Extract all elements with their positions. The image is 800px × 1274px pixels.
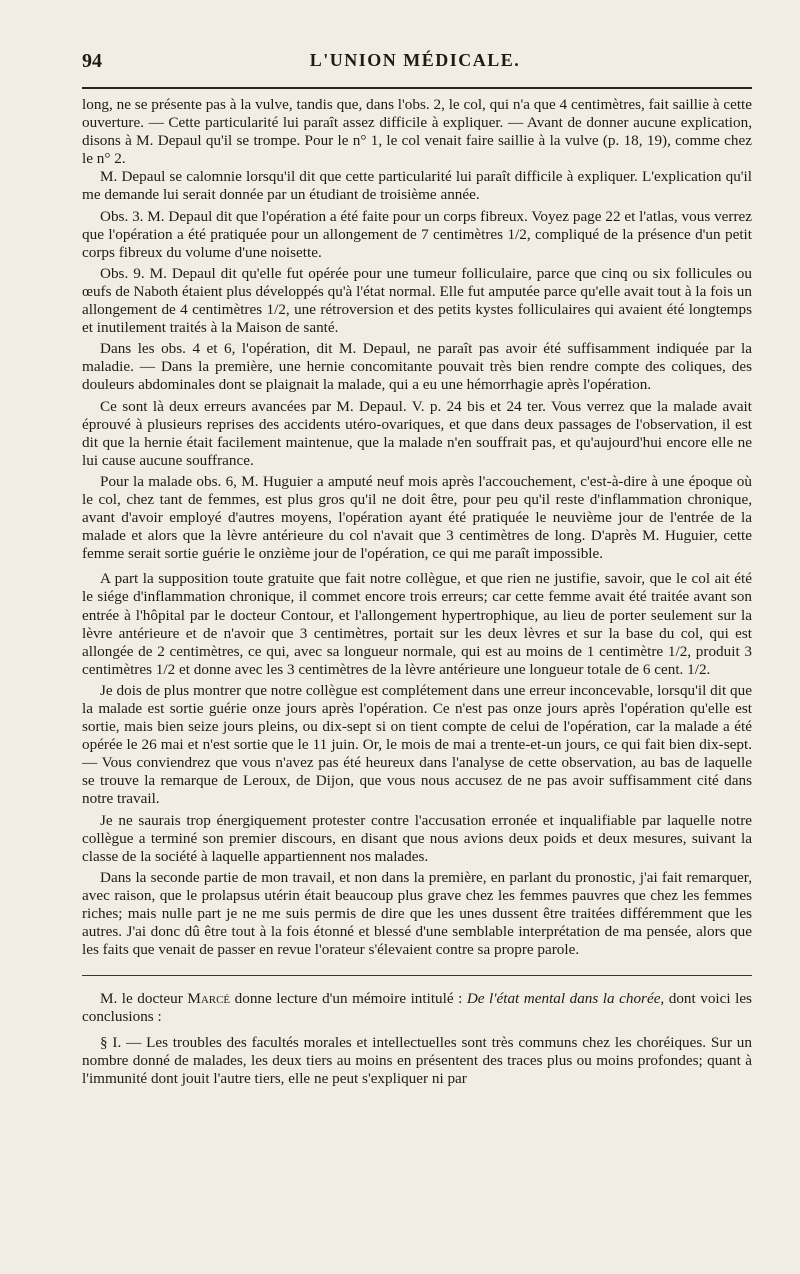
page-number: 94: [82, 50, 102, 72]
page-header: [70, 44, 760, 84]
announcement-text: M. le docteur: [100, 990, 188, 1008]
memoir-announcement: [82, 990, 752, 1026]
section-divider: [82, 975, 752, 976]
article-body: [82, 96, 752, 1088]
memoir-title: De l'état mental dans la chorée,: [466, 990, 665, 1008]
paragraph: long, ne se présente pas à la vulve, tandis que, dans l'obs. 2, le col, qui n'a que 4 centimètres, fait saillie à cette ouverture. — Cette particularité lui paraît assez difficile à expliquer. — Avant de donner aucune explication, disons à M. Depaul qu'il se trompe. Pour le n° 1, le col venait faire saillie à la vulve (p. 18, 19), comme chez le n° 2.: [82, 96, 752, 168]
paragraph: Obs. 3. M. Depaul dit que l'opération a été faite pour un corps fibreux. Voyez page 22 et l'atlas, vous verrez que l'opération a été pratiquée pour un allongement de 7 centimètres 1/2, compliqué de la présence d'un petit corps fibreux du volume d'une noisette.: [82, 207, 752, 261]
paragraph: Dans la seconde partie de mon travail, et non dans la première, en parlant du pronostic, j'ai fait remarquer, avec raison, que le prolapsus utérin était beaucoup plus grave chez les femmes pauvres que chez les femmes riches; mais nulle part je ne me suis permis de dire que les unes dussent être traitées différemment que les autres. J'ai donc dû être tout à la fois étonné et blessé d'une semblable interprétation de ma pensée, alors que les faits que venait de passer en revue l'orateur s'élevaient contre sa propre parole.: [82, 868, 752, 959]
announcement-text: dont voici les conclusions :: [82, 990, 752, 1026]
paragraph: Je ne saurais trop énergiquement protester contre l'accusation erronée et inqualifiable par laquelle notre collègue a terminé son premier discours, en disant que nous avions deux poids et deux mesures, suivant la classe de la société à laquelle appartiennent nos malades.: [82, 811, 752, 865]
author-name: Marcé: [187, 990, 231, 1008]
paragraph: Ce sont là deux erreurs avancées par M. Depaul. V. p. 24 bis et 24 ter. Vous verrez que la malade avait éprouvé à plusieurs reprises des accidents utéro-ovariques, et que dans deux passages de l'observation, il est dit que la hernie était facilement maintenue, que la malade n'en souffrait pas, et qu'aujourd'hui encore elle ne lui cause aucune souffrance.: [82, 397, 752, 469]
announcement-text: donne lecture d'un mémoire intitulé :: [230, 990, 467, 1008]
running-title: L'UNION MÉDICALE.: [309, 50, 521, 70]
paragraph: Je dois de plus montrer que notre collègue est complétement dans une erreur inconcevable, lorsqu'il dit que la malade est sortie guérie onze jours après l'opération. Ce n'est pas onze jours après l'opération qu'elle est sortie, mais bien seize jours pleins, ou dix-sept si on tient compte de celui de l'opération, car la malade a été opérée le 26 mai et n'est sortie que le 11 juin. Or, le mois de mai a trente-et-un jours, ce qui fait bien dix-sept. — Vous conviendrez que vous n'avez pas été heureux dans l'analyse de cette observation, au bas de laquelle se trouve la remarque de Leroux, de Dijon, que vous nous accusez de ne pas avoir suffisamment cité dans notre travail.: [82, 681, 752, 808]
paragraph: Dans les obs. 4 et 6, l'opération, dit M. Depaul, ne paraît pas avoir été suffisamment indiquée par la maladie. — Dans la première, une hernie concomitante pouvait très bien rendre compte des coliques, des douleurs abdominales dont se plaignait la malade, qui a eu une hémorrhagie après l'opération.: [82, 340, 752, 394]
header-rule: [82, 87, 752, 89]
conclusion-paragraph: § I. — Les troubles des facultés morales et intellectuelles sont très communs chez les choréiques. Sur un nombre donné de malades, les deux tiers au moins en présentent des traces plus ou moins profondes; quant à l'immunité dont jouit l'autre tiers, elle ne peut s'expliquer ni par: [82, 1033, 752, 1087]
paragraph: M. Depaul se calomnie lorsqu'il dit que cette particularité lui paraît difficile à expliquer. L'explication qu'il me demande lui serait donnée par un étudiant de troisième année.: [82, 168, 752, 204]
paragraph: A part la supposition toute gratuite que fait notre collègue, et que rien ne justifie, savoir, que le col ait été le siége d'inflammation chronique, il commet encore trois erreurs; car cette femme avait été traitée avant son entrée à l'hôpital par le docteur Contour, et l'allongement hypertrophique, au lieu de porter seulement sur la lèvre antérieure et de n'avoir que 3 centimètres, portait sur les deux lèvres et sur la base du col, qui est allongée de 2 centimètres, ce qui, avec sa longueur normale, qui est au moins de 1 centimètre 1/2, produit 3 centimètres 1/2 et donne avec les 3 centimètres de la lèvre antérieure une longueur totale de 6 cent. 1/2.: [82, 570, 752, 678]
paragraph: Pour la malade obs. 6, M. Huguier a amputé neuf mois après l'accouchement, c'est-à-dire à une époque où le col, chez tant de femmes, est plus gros qu'il ne doit être, pour peu qu'il reste d'inflammation chronique, avant d'avoir employé d'autres moyens, l'opération ayant été pratiquée le neuvième jour de l'entrée de la malade et alors que la lèvre antérieure du col n'avait que 3 centimètres de long. D'après M. Huguier, cette femme serait sortie guérie le onzième jour de l'opération, ce qui me paraît impossible.: [82, 472, 752, 563]
paragraph: Obs. 9. M. Depaul dit qu'elle fut opérée pour une tumeur folliculaire, parce que cinq ou six follicules ou œufs de Naboth étaient plus développés qu'à l'état normal. Elle fut amputée parce qu'elle avait tout à la fois un allongement de 4 centimètres 1/2, une rétroversion et des petits kystes folliculaires qui avaient été longtemps et inutilement traités à la Maison de santé.: [82, 264, 752, 337]
